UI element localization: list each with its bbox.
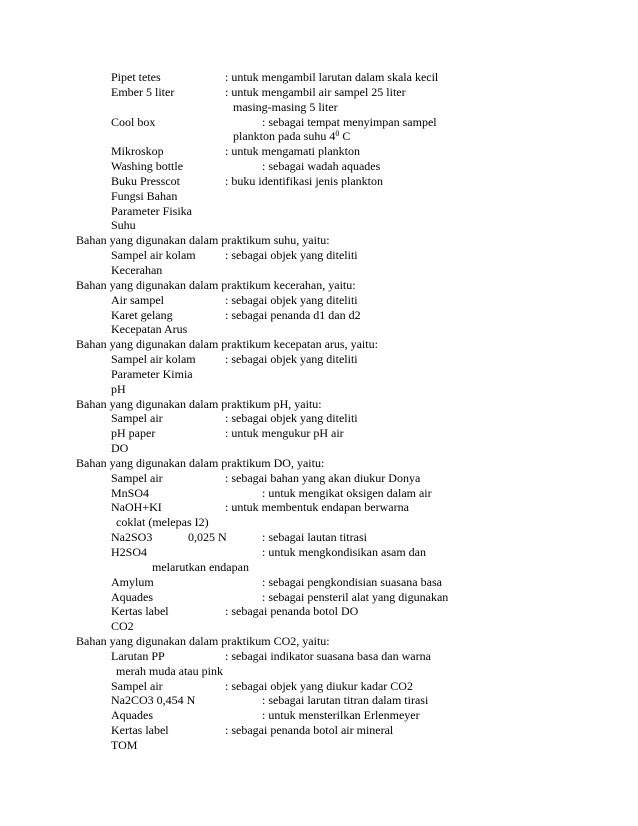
text-line — [0, 604, 638, 619]
text-line — [0, 218, 638, 233]
item-term: Na2CO3 0,454 N — [111, 693, 196, 708]
item-description: : sebagai indikator suasana basa dan warna — [225, 648, 431, 663]
description-continuation: coklat (melepas I2) — [116, 515, 209, 530]
text-line — [0, 738, 638, 753]
item-term: Sampel air kolam — [111, 248, 196, 263]
item-description: : untuk mensterilkan Erlenmeyer — [262, 708, 420, 723]
text-line — [0, 426, 638, 441]
item-term: Karet gelang — [111, 307, 173, 322]
item-description: : sebagai pensteril alat yang digunakan — [262, 589, 449, 604]
item-term: Amylum — [111, 574, 154, 589]
item-description: : sebagai wadah aquades — [262, 159, 381, 174]
item-term: Sampel air — [111, 678, 163, 693]
item-description: : untuk mengukur pH air — [225, 426, 344, 441]
text-line — [0, 545, 638, 560]
text-line — [0, 293, 638, 308]
item-term: Parameter Kimia — [111, 366, 193, 381]
item-term: Kertas label — [111, 604, 169, 619]
item-description: : sebagai tempat menyimpan sampel — [262, 114, 437, 129]
item-term: Kecerahan — [111, 262, 163, 277]
document-body — [0, 70, 638, 753]
text-line — [0, 664, 638, 679]
text-line — [0, 575, 638, 590]
text-line — [0, 144, 638, 159]
text-line — [0, 70, 638, 85]
text-line — [0, 679, 638, 694]
section-heading: Bahan yang digunakan dalam praktikum CO2, yaitu: — [76, 634, 330, 649]
item-description: : sebagai objek yang diteliti — [225, 292, 358, 307]
item-term: TOM — [111, 737, 138, 752]
text-line — [0, 263, 638, 278]
item-term: H2SO4 — [111, 545, 148, 559]
text-line — [0, 174, 638, 189]
item-term: NaOH+KI — [111, 500, 162, 515]
item-term: Parameter Fisika — [111, 203, 192, 218]
unit-text: C — [339, 129, 351, 144]
text-line — [0, 456, 638, 471]
text-line — [0, 397, 638, 412]
text-line — [0, 367, 638, 382]
section-heading: Bahan yang digunakan dalam praktikum pH, yaitu: — [76, 396, 322, 411]
item-term: Suhu — [111, 218, 136, 233]
text-line — [0, 634, 638, 649]
item-term: Aquades — [111, 708, 153, 723]
item-term: Kertas label — [111, 723, 169, 738]
item-description: : untuk membentuk endapan berwarna — [225, 500, 409, 515]
section-heading: Bahan yang digunakan dalam praktikum suhu, yaitu: — [76, 233, 330, 248]
text-line — [0, 159, 638, 174]
text-line — [0, 115, 638, 130]
text-line — [0, 278, 638, 293]
section-heading: Bahan yang digunakan dalam praktikum DO, yaitu: — [76, 455, 325, 470]
item-description: : untuk mengikat oksigen dalam air — [262, 485, 432, 500]
text-line — [0, 189, 638, 204]
text-line — [0, 693, 638, 708]
item-term: Buku Presscot — [111, 173, 180, 188]
text-line — [0, 129, 638, 144]
section-heading: Bahan yang digunakan dalam praktikum kecerahan, yaitu: — [76, 277, 356, 292]
text-line — [0, 619, 638, 634]
text-line — [0, 337, 638, 352]
text-line — [0, 723, 638, 738]
item-term: pH paper — [111, 426, 156, 441]
description-continuation: masing-masing 5 liter — [233, 99, 338, 114]
item-term: Sampel air — [111, 470, 163, 485]
text-line — [0, 515, 638, 530]
description-continuation: merah muda atau pink — [116, 663, 223, 678]
item-term: Pipet tetes — [111, 70, 161, 84]
text-line — [0, 708, 638, 723]
text-line — [0, 322, 638, 337]
text-line — [0, 352, 638, 367]
item-concentration: 0,025 N — [188, 530, 227, 545]
item-description: : sebagai bahan yang akan diukur Donya — [225, 470, 421, 485]
item-description: : sebagai penanda botol air mineral — [225, 723, 394, 738]
item-description: : buku identifikasi jenis plankton — [225, 173, 383, 188]
text-line — [0, 486, 638, 501]
item-description: : sebagai objek yang diukur kadar CO2 — [225, 678, 413, 693]
text-line — [0, 100, 638, 115]
item-term: MnSO4 — [111, 485, 150, 500]
continuation-text: plankton pada suhu 4 — [233, 129, 336, 144]
item-term: Cool box — [111, 114, 156, 129]
item-description: : untuk mengambil larutan dalam skala kecil — [225, 70, 439, 84]
text-line — [0, 441, 638, 456]
item-term: Na2SO3 — [111, 530, 153, 545]
item-term: pH — [111, 381, 126, 396]
item-term: Mikroskop — [111, 144, 164, 159]
item-term: Sampel air kolam — [111, 352, 196, 367]
item-description: : sebagai pengkondisian suasana basa — [262, 574, 442, 589]
item-description: : untuk mengambil air sampel 25 liter — [225, 84, 406, 99]
item-description: : sebagai objek yang diteliti — [225, 248, 358, 263]
text-line — [0, 233, 638, 248]
description-continuation: melarutkan endapan — [152, 559, 249, 574]
item-description: : untuk mengamati plankton — [225, 144, 360, 159]
text-line — [0, 471, 638, 486]
item-term: Fungsi Bahan — [111, 188, 178, 203]
text-line — [0, 530, 638, 545]
item-description: : sebagai penanda botol DO — [225, 604, 359, 619]
section-heading: Bahan yang digunakan dalam praktikum kecepatan arus, yaitu: — [76, 337, 378, 352]
item-term: Sampel air — [111, 411, 163, 426]
item-term: DO — [111, 441, 129, 456]
item-description: : untuk mengkondisikan asam dan — [262, 545, 426, 559]
text-line — [0, 649, 638, 664]
item-term: Washing bottle — [111, 159, 184, 174]
item-description: : sebagai objek yang diteliti — [225, 411, 358, 426]
item-description: : sebagai penanda d1 dan d2 — [225, 307, 361, 322]
item-term: Kecepatan Arus — [111, 322, 188, 337]
item-term: CO2 — [111, 619, 134, 634]
text-line — [0, 382, 638, 397]
item-term: Aquades — [111, 589, 153, 604]
text-line — [0, 204, 638, 219]
description-continuation — [233, 129, 350, 144]
text-line — [0, 308, 638, 323]
text-line — [0, 85, 638, 100]
item-description: : sebagai larutan titran dalam tirasi — [262, 693, 429, 708]
item-term: Ember 5 liter — [111, 84, 175, 99]
item-term: Air sampel — [111, 292, 164, 307]
text-line — [0, 500, 638, 515]
text-line — [0, 590, 638, 605]
text-line — [0, 560, 638, 575]
item-description: : sebagai lautan titrasi — [262, 530, 367, 545]
degree-superscript: 0 — [335, 129, 340, 139]
item-description: : sebagai objek yang diteliti — [225, 352, 358, 367]
text-line — [0, 248, 638, 263]
item-term: Larutan PP — [111, 648, 165, 663]
text-line — [0, 411, 638, 426]
